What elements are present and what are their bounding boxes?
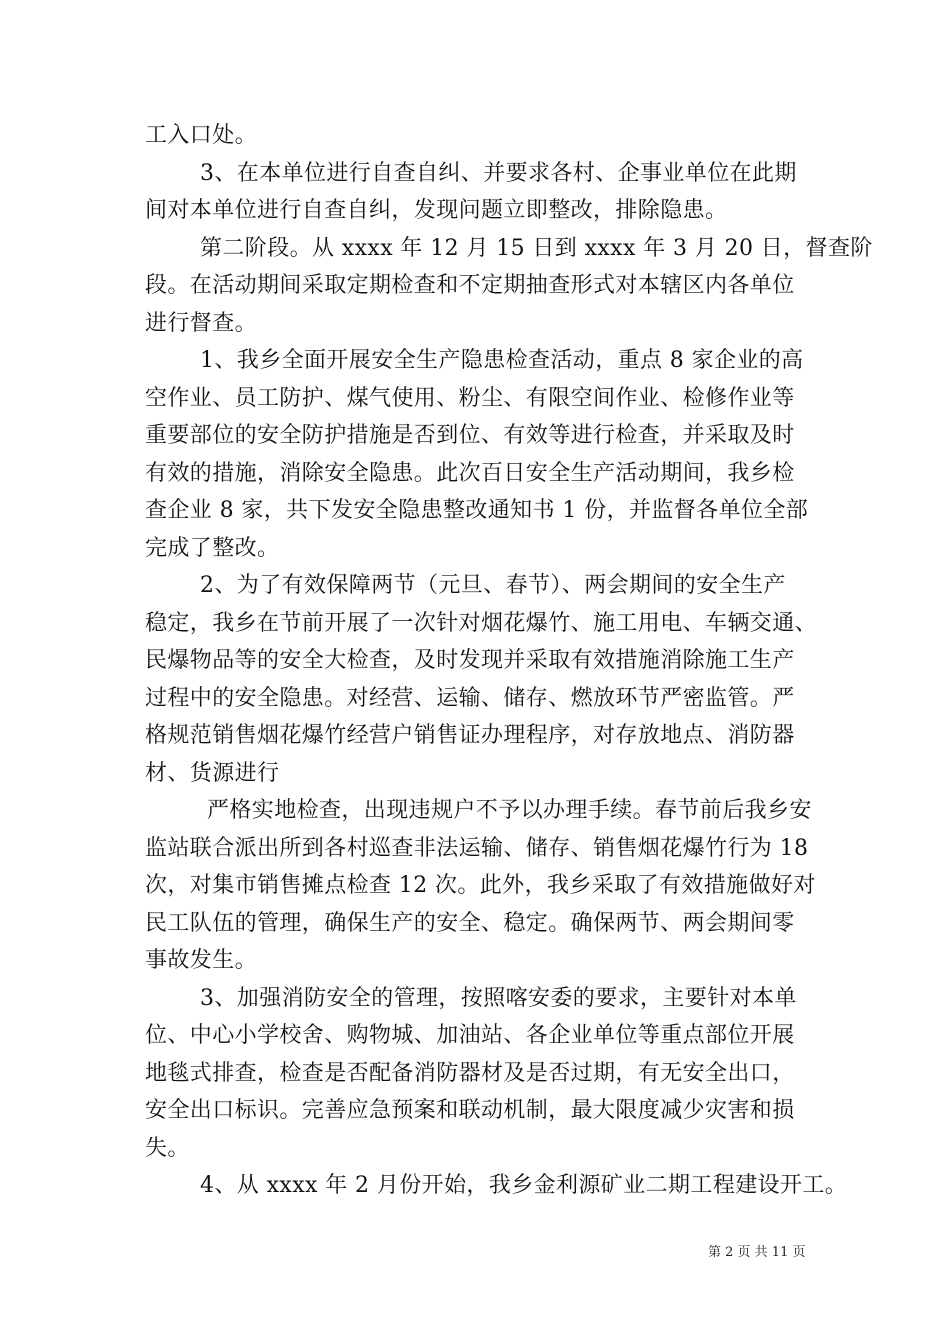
text-line: 间对本单位进行自查自纠，发现问题立即整改，排除隐患。 xyxy=(145,198,728,223)
text-line: 次，对集市销售摊点检查 12 次。此外，我乡采取了有效措施做好对 xyxy=(145,873,816,898)
text-line: 格规范销售烟花爆竹经营户销售证办理程序，对存放地点、消防器 xyxy=(145,723,795,748)
text-line: 3、在本单位进行自查自纠、并要求各村、企事业单位在此期 xyxy=(200,161,797,186)
text-line: 空作业、员工防护、煤气使用、粉尘、有限空间作业、检修作业等 xyxy=(145,386,795,411)
text-line: 1、我乡全面开展安全生产隐患检查活动，重点 8 家企业的高 xyxy=(200,348,804,373)
text-line: 第二阶段。从 xxxx 年 12 月 15 日到 xxxx 年 3 月 20 日，督查阶 xyxy=(200,236,873,261)
text-line: 进行督查。 xyxy=(145,311,258,336)
text-line: 监站联合派出所到各村巡查非法运输、储存、销售烟花爆竹行为 18 xyxy=(145,836,809,861)
text-line: 完成了整改。 xyxy=(145,536,280,561)
text-line: 稳定，我乡在节前开展了一次针对烟花爆竹、施工用电、车辆交通、 xyxy=(145,611,818,636)
text-line: 过程中的安全隐患。对经营、运输、储存、燃放环节严密监管。严 xyxy=(145,686,795,711)
text-line: 重要部位的安全防护措施是否到位、有效等进行检查，并采取及时 xyxy=(145,423,795,448)
text-line: 工入口处。 xyxy=(145,123,258,148)
text-line: 2、为了有效保障两节（元旦、春节）、两会期间的安全生产 xyxy=(200,573,786,598)
text-line: 3、加强消防安全的管理，按照喀安委的要求，主要针对本单 xyxy=(200,986,797,1011)
page-number-footer: 第 2 页 共 11 页 xyxy=(708,1245,806,1260)
text-line: 4、从 xxxx 年 2 月份开始，我乡金利源矿业二期工程建设开工。 xyxy=(200,1173,848,1198)
text-line: 地毯式排查，检查是否配备消防器材及是否过期，有无安全出口， xyxy=(145,1061,795,1086)
text-line: 段。在活动期间采取定期检查和不定期抽查形式对本辖区内各单位 xyxy=(145,273,795,298)
text-line: 严格实地检查，出现违规户不予以办理手续。春节前后我乡安 xyxy=(207,798,812,823)
text-line: 查企业 8 家，共下发安全隐患整改通知书 1 份，并监督各单位全部 xyxy=(145,498,809,523)
text-line: 失。 xyxy=(145,1136,190,1161)
text-line: 民工队伍的管理，确保生产的安全、稳定。确保两节、两会期间零 xyxy=(145,911,795,936)
text-line: 位、中心小学校舍、购物城、加油站、各企业单位等重点部位开展 xyxy=(145,1023,795,1048)
text-line: 有效的措施，消除安全隐患。此次百日安全生产活动期间，我乡检 xyxy=(145,461,795,486)
text-line: 民爆物品等的安全大检查，及时发现并采取有效措施消除施工生产 xyxy=(145,648,795,673)
text-line: 材、货源进行 xyxy=(145,761,280,786)
text-line: 安全出口标识。完善应急预案和联动机制，最大限度减少灾害和损 xyxy=(145,1098,795,1123)
text-line: 事故发生。 xyxy=(145,948,258,973)
